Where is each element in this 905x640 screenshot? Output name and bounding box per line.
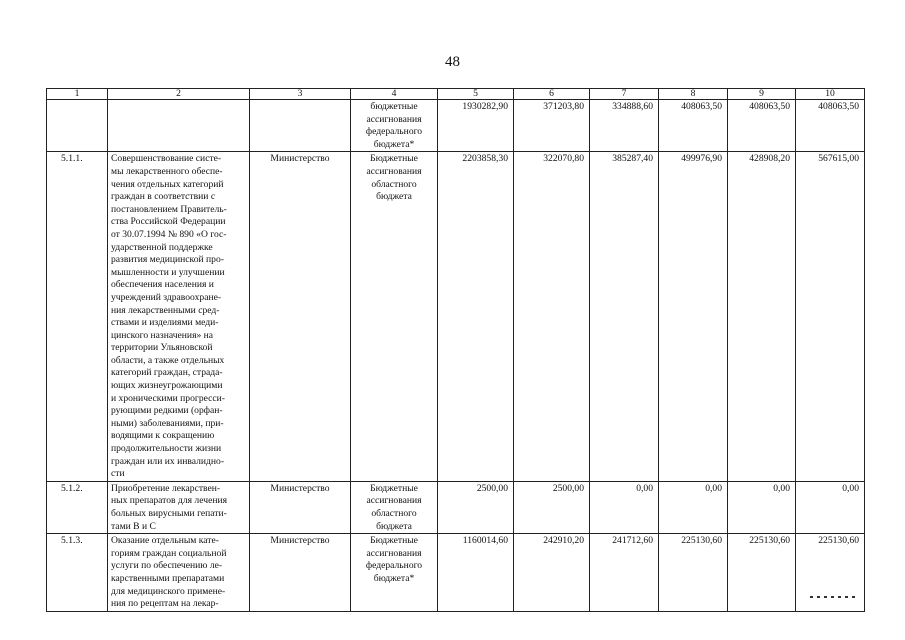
column-header: 6: [514, 89, 590, 100]
row-executor: Министерство: [250, 534, 351, 612]
table-row: [47, 534, 865, 612]
row-value-year: 2500,00: [514, 481, 590, 533]
row-funding-source: Бюджетные ассигнования областного бюджета: [351, 152, 438, 481]
row-funding-source: Бюджетные ассигнования федерального бюджета*: [351, 534, 438, 612]
budget-table: [46, 88, 865, 612]
table-row: [47, 100, 865, 152]
column-header: 9: [728, 89, 796, 100]
row-value-year: 0,00: [728, 481, 796, 533]
row-value-year: 0,00: [659, 481, 728, 533]
table-row: [47, 152, 865, 481]
row-value-year: 241712,60: [590, 534, 659, 612]
row-value-year: 334888,60: [590, 100, 659, 152]
column-header: 8: [659, 89, 728, 100]
scan-artifact: [810, 596, 858, 598]
row-description: Оказание отдельным кате- гориям граждан социальной услуги по обеспечению ле- карственными препаратами для медицинского примене- ния по рецептам на лекар-: [108, 534, 250, 612]
column-header: 1: [47, 89, 108, 100]
row-description: Совершенствование систе- мы лекарственного обеспе- чения отдельных категорий граждан в соответствии с постановлением Правитель- ства Российской Федерации от 30.07.1994 № 890 «О гос- ударственной поддержке развития медицинской про- мышленности и улучшении обеспечения населения и учреждений здравоохране- ния лекарственными сред- ствами и изделиями меди- цинского назначения» на территории Ульяновской области, а также отдельных категорий граждан, страда- ющих жизнеугрожающими и хроническими прогресси- рующими редкими (орфан- ными) заболеваниями, при- водящими к сокращению продолжительности жизни граждан или их инвалидно- сти: [108, 152, 250, 481]
row-executor: [250, 100, 351, 152]
column-header: 3: [250, 89, 351, 100]
row-value-total: 2500,00: [438, 481, 514, 533]
row-code: 5.1.1.: [47, 152, 108, 481]
page-number: 48: [445, 54, 460, 70]
row-code: [47, 100, 108, 152]
row-value-year: 322070,80: [514, 152, 590, 481]
row-value-total: 2203858,30: [438, 152, 514, 481]
table-row: [47, 481, 865, 533]
row-funding-source: Бюджетные ассигнования областного бюджета: [351, 481, 438, 533]
row-code: 5.1.3.: [47, 534, 108, 612]
column-header: 7: [590, 89, 659, 100]
row-value-year: 371203,80: [514, 100, 590, 152]
column-header: 2: [108, 89, 250, 100]
row-code: 5.1.2.: [47, 481, 108, 533]
column-number-row: [47, 89, 865, 100]
row-executor: Министерство: [250, 152, 351, 481]
row-value-total: 1160014,60: [438, 534, 514, 612]
row-value-year: 225130,60: [659, 534, 728, 612]
row-description: [108, 100, 250, 152]
row-value-year: 225130,60: [728, 534, 796, 612]
row-value-total: 1930282,90: [438, 100, 514, 152]
row-value-year: 567615,00: [796, 152, 865, 481]
row-value-year: 242910,20: [514, 534, 590, 612]
row-value-year: 0,00: [796, 481, 865, 533]
row-value-year: 0,00: [590, 481, 659, 533]
row-funding-source: бюджетные ассигнования федерального бюджета*: [351, 100, 438, 152]
column-header: 10: [796, 89, 865, 100]
row-value-year: 408063,50: [796, 100, 865, 152]
row-value-year: 499976,90: [659, 152, 728, 481]
row-description: Приобретение лекарствен- ных препаратов для лечения больных вирусными гепати- тами В и С: [108, 481, 250, 533]
row-value-year: 408063,50: [659, 100, 728, 152]
row-value-year: 408063,50: [728, 100, 796, 152]
row-executor: Министерство: [250, 481, 351, 533]
row-value-year: 385287,40: [590, 152, 659, 481]
row-value-year: 428908,20: [728, 152, 796, 481]
column-header: 4: [351, 89, 438, 100]
row-value-year: 225130,60: [796, 534, 865, 612]
column-header: 5: [438, 89, 514, 100]
